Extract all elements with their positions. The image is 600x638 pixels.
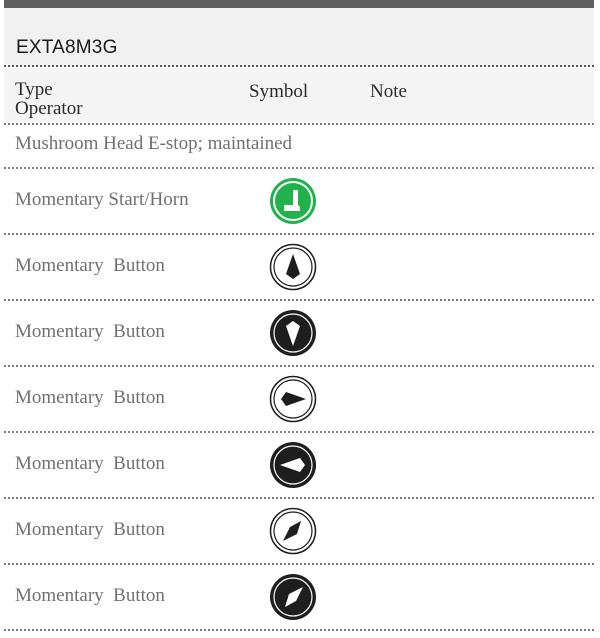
arrow-right-outline-icon <box>269 375 317 423</box>
divider <box>4 299 594 301</box>
header-type: Type <box>15 79 53 100</box>
divider <box>4 123 594 125</box>
divider <box>4 167 594 169</box>
row-label: Momentary Start/Horn <box>15 189 189 210</box>
header-symbol: Symbol <box>249 81 309 102</box>
row-label: Mushroom Head E-stop; maintained <box>15 133 293 154</box>
arrow-down-left-outline-icon <box>269 507 317 555</box>
divider <box>4 365 594 367</box>
row-label: Momentary Button <box>15 585 165 606</box>
page-title: EXTA8M3G <box>16 37 118 58</box>
divider <box>4 497 594 499</box>
row-label: Momentary Button <box>15 321 165 342</box>
divider <box>4 431 594 433</box>
arrow-left-filled-icon <box>269 441 317 489</box>
row-label: Momentary Button <box>15 255 165 276</box>
row-label: Momentary Button <box>15 519 165 540</box>
arrow-up-outline-icon <box>269 243 317 291</box>
divider <box>4 233 594 235</box>
arrow-down-filled-icon <box>269 309 317 357</box>
header-note: Note <box>370 81 407 102</box>
table-header <box>4 68 594 122</box>
operator-table <box>4 0 594 638</box>
arrow-up-right-filled-icon <box>269 573 317 621</box>
title-bar <box>4 8 594 65</box>
divider <box>4 65 594 67</box>
green-start-icon <box>269 177 317 225</box>
header-operator: Operator <box>15 98 83 119</box>
divider <box>4 629 594 631</box>
top-rule <box>4 0 594 8</box>
row-label: Momentary Button <box>15 387 165 408</box>
row-label: Momentary Button <box>15 453 165 474</box>
divider <box>4 563 594 565</box>
